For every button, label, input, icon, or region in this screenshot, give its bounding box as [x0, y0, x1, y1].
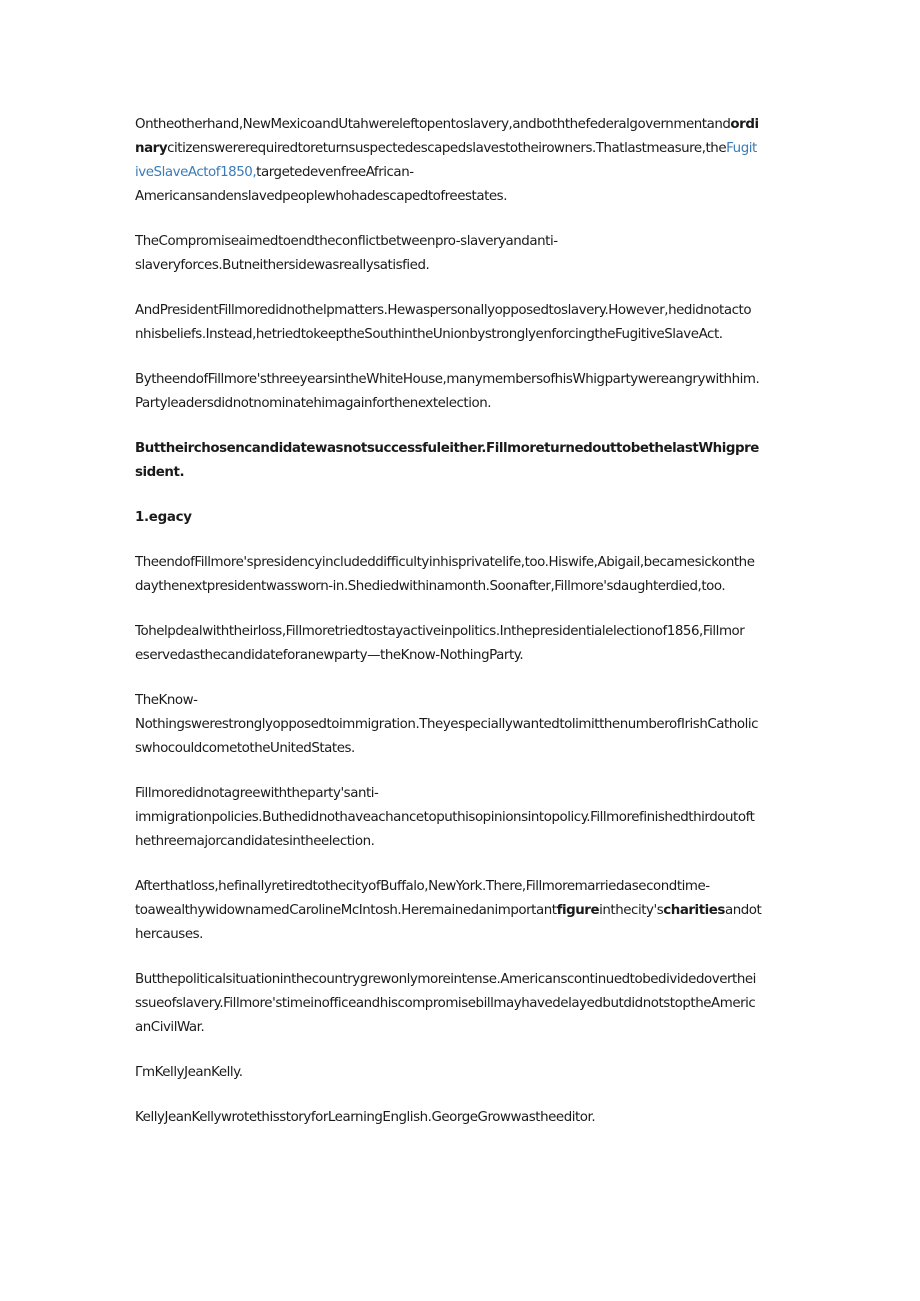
text-run: inthecity's: [599, 903, 664, 918]
line: hethreemajorcandidatesintheelection.: [135, 834, 375, 849]
paragraph-last-whig: [135, 437, 787, 485]
line: [135, 113, 787, 137]
section-heading-legacy: 1.egacy: [135, 510, 192, 525]
line: Afterthatloss,hefinallyretiredtothecityofBuffalo,NewYork.There,Fillmoremarriedasecondtime-: [135, 879, 710, 894]
paragraph-immigration-policies: [135, 782, 787, 854]
paragraph-fillmore-stance: [135, 299, 787, 347]
line: Butthepoliticalsituationinthecountrygrewonlymoreintense.Americanscontinuedtobedividedoverthei: [135, 972, 756, 987]
line: Nothingswerestronglyopposedtoimmigration.TheyespeciallywantedtolimitthenumberofIrishCatholic: [135, 717, 759, 732]
line: nhisbeliefs.Instead,hetriedtokeeptheSouthintheUnionbystronglyenforcingtheFugitiveSlaveAct.: [135, 327, 723, 342]
line: Buttheirchosencandidatewasnotsuccessfuleither.FillmoreturnedouttobethelastWhigpre: [135, 441, 759, 456]
line: [135, 137, 787, 161]
paragraph-whig-party: [135, 368, 787, 416]
bold-term-ordinary-part1: ordi: [730, 117, 759, 132]
paragraph-signoff: ΓmKellyJeanKelly.: [135, 1065, 243, 1080]
bold-term-charities: charities: [663, 903, 725, 918]
paragraph-civil-war: [135, 968, 787, 1040]
line: BytheendofFillmore'sthreeyearsintheWhiteHouse,manymembersofhisWhigpartywereangrywithhim.: [135, 372, 760, 387]
line: [135, 161, 787, 185]
fugitive-slave-act-link-part1[interactable]: Fugit: [726, 141, 757, 156]
line: daythenextpresidentwassworn-in.Shediedwithinamonth.Soonafter,Fillmore'sdaughterdied,too.: [135, 579, 726, 594]
line: AndPresidentFillmoredidnothelpmatters.Hewaspersonallyopposedtoslavery.However,hedidnotacto: [135, 303, 752, 318]
line: TheendofFillmore'spresidencyincludeddifficultyinhisprivatelife,too.Hiswife,Abigail,becamesickonthe: [135, 555, 755, 570]
line: Tohelpdealwiththeirloss,Fillmoretriedtostayactiveinpolitics.Inthepresidentialelectionof1856,Fillmor: [135, 624, 745, 639]
paragraph-know-nothing-candidate: [135, 620, 787, 668]
paragraph-compromise-terms: [135, 113, 787, 209]
text-run: andot: [724, 903, 762, 918]
text-run: targetedevenfreeAfrican-: [256, 165, 414, 180]
line: swhocouldcometotheUnitedStates.: [135, 741, 355, 756]
line: hercauses.: [135, 927, 203, 942]
paragraph-credits: KellyJeanKellywrotethisstoryforLearningEnglish.GeorgeGrowwastheeditor.: [135, 1110, 596, 1125]
line: slaveryforces.Butneithersidewasreallysatisfied.: [135, 258, 430, 273]
text-run: toawealthywidownamedCarolineMcIntosh.Heremainedanimportant: [135, 903, 557, 918]
line: TheCompromiseaimedtoendtheconflictbetweenpro-slaveryandanti-: [135, 234, 558, 249]
line: immigrationpolicies.Buthedidnothaveachancetoputhisopinionsintopolicy.Fillmorefinishedthirdoutoft: [135, 810, 755, 825]
paragraph-retirement: [135, 875, 787, 947]
line: ssueofslavery.Fillmore'stimeinofficeandhiscompromisebillmayhavedelayedbutdidnotstoptheAmeric: [135, 996, 756, 1011]
line: TheKnow-: [135, 693, 198, 708]
line: Fillmoredidnotagreewiththeparty'santi-: [135, 786, 379, 801]
line: anCivilWar.: [135, 1020, 205, 1035]
paragraph-private-life: [135, 551, 787, 599]
line: sident.: [135, 465, 185, 480]
fugitive-slave-act-link-part2[interactable]: iveSlaveActof1850,: [135, 165, 257, 180]
paragraph-know-nothings: [135, 689, 787, 761]
line: [135, 899, 787, 923]
text-run: citizenswererequiredtoreturnsuspectedescapedslavestotheirowners.Thatlastmeasure,the: [167, 141, 727, 156]
text-run: Ontheotherhand,NewMexicoandUtahwereleftopentoslavery,andboththefederalgovernmentand: [135, 117, 731, 132]
bold-term-figure: figure: [556, 903, 600, 918]
line: Partyleadersdidnotnominatehimagainforthenextelection.: [135, 396, 492, 411]
paragraph-compromise-aim: [135, 230, 787, 278]
line: eservedasthecandidateforanewparty—theKnow-NothingParty.: [135, 648, 524, 663]
line: Americansandenslavedpeoplewhohadescapedtofreestates.: [135, 189, 508, 204]
bold-term-ordinary-part2: nary: [135, 141, 168, 156]
